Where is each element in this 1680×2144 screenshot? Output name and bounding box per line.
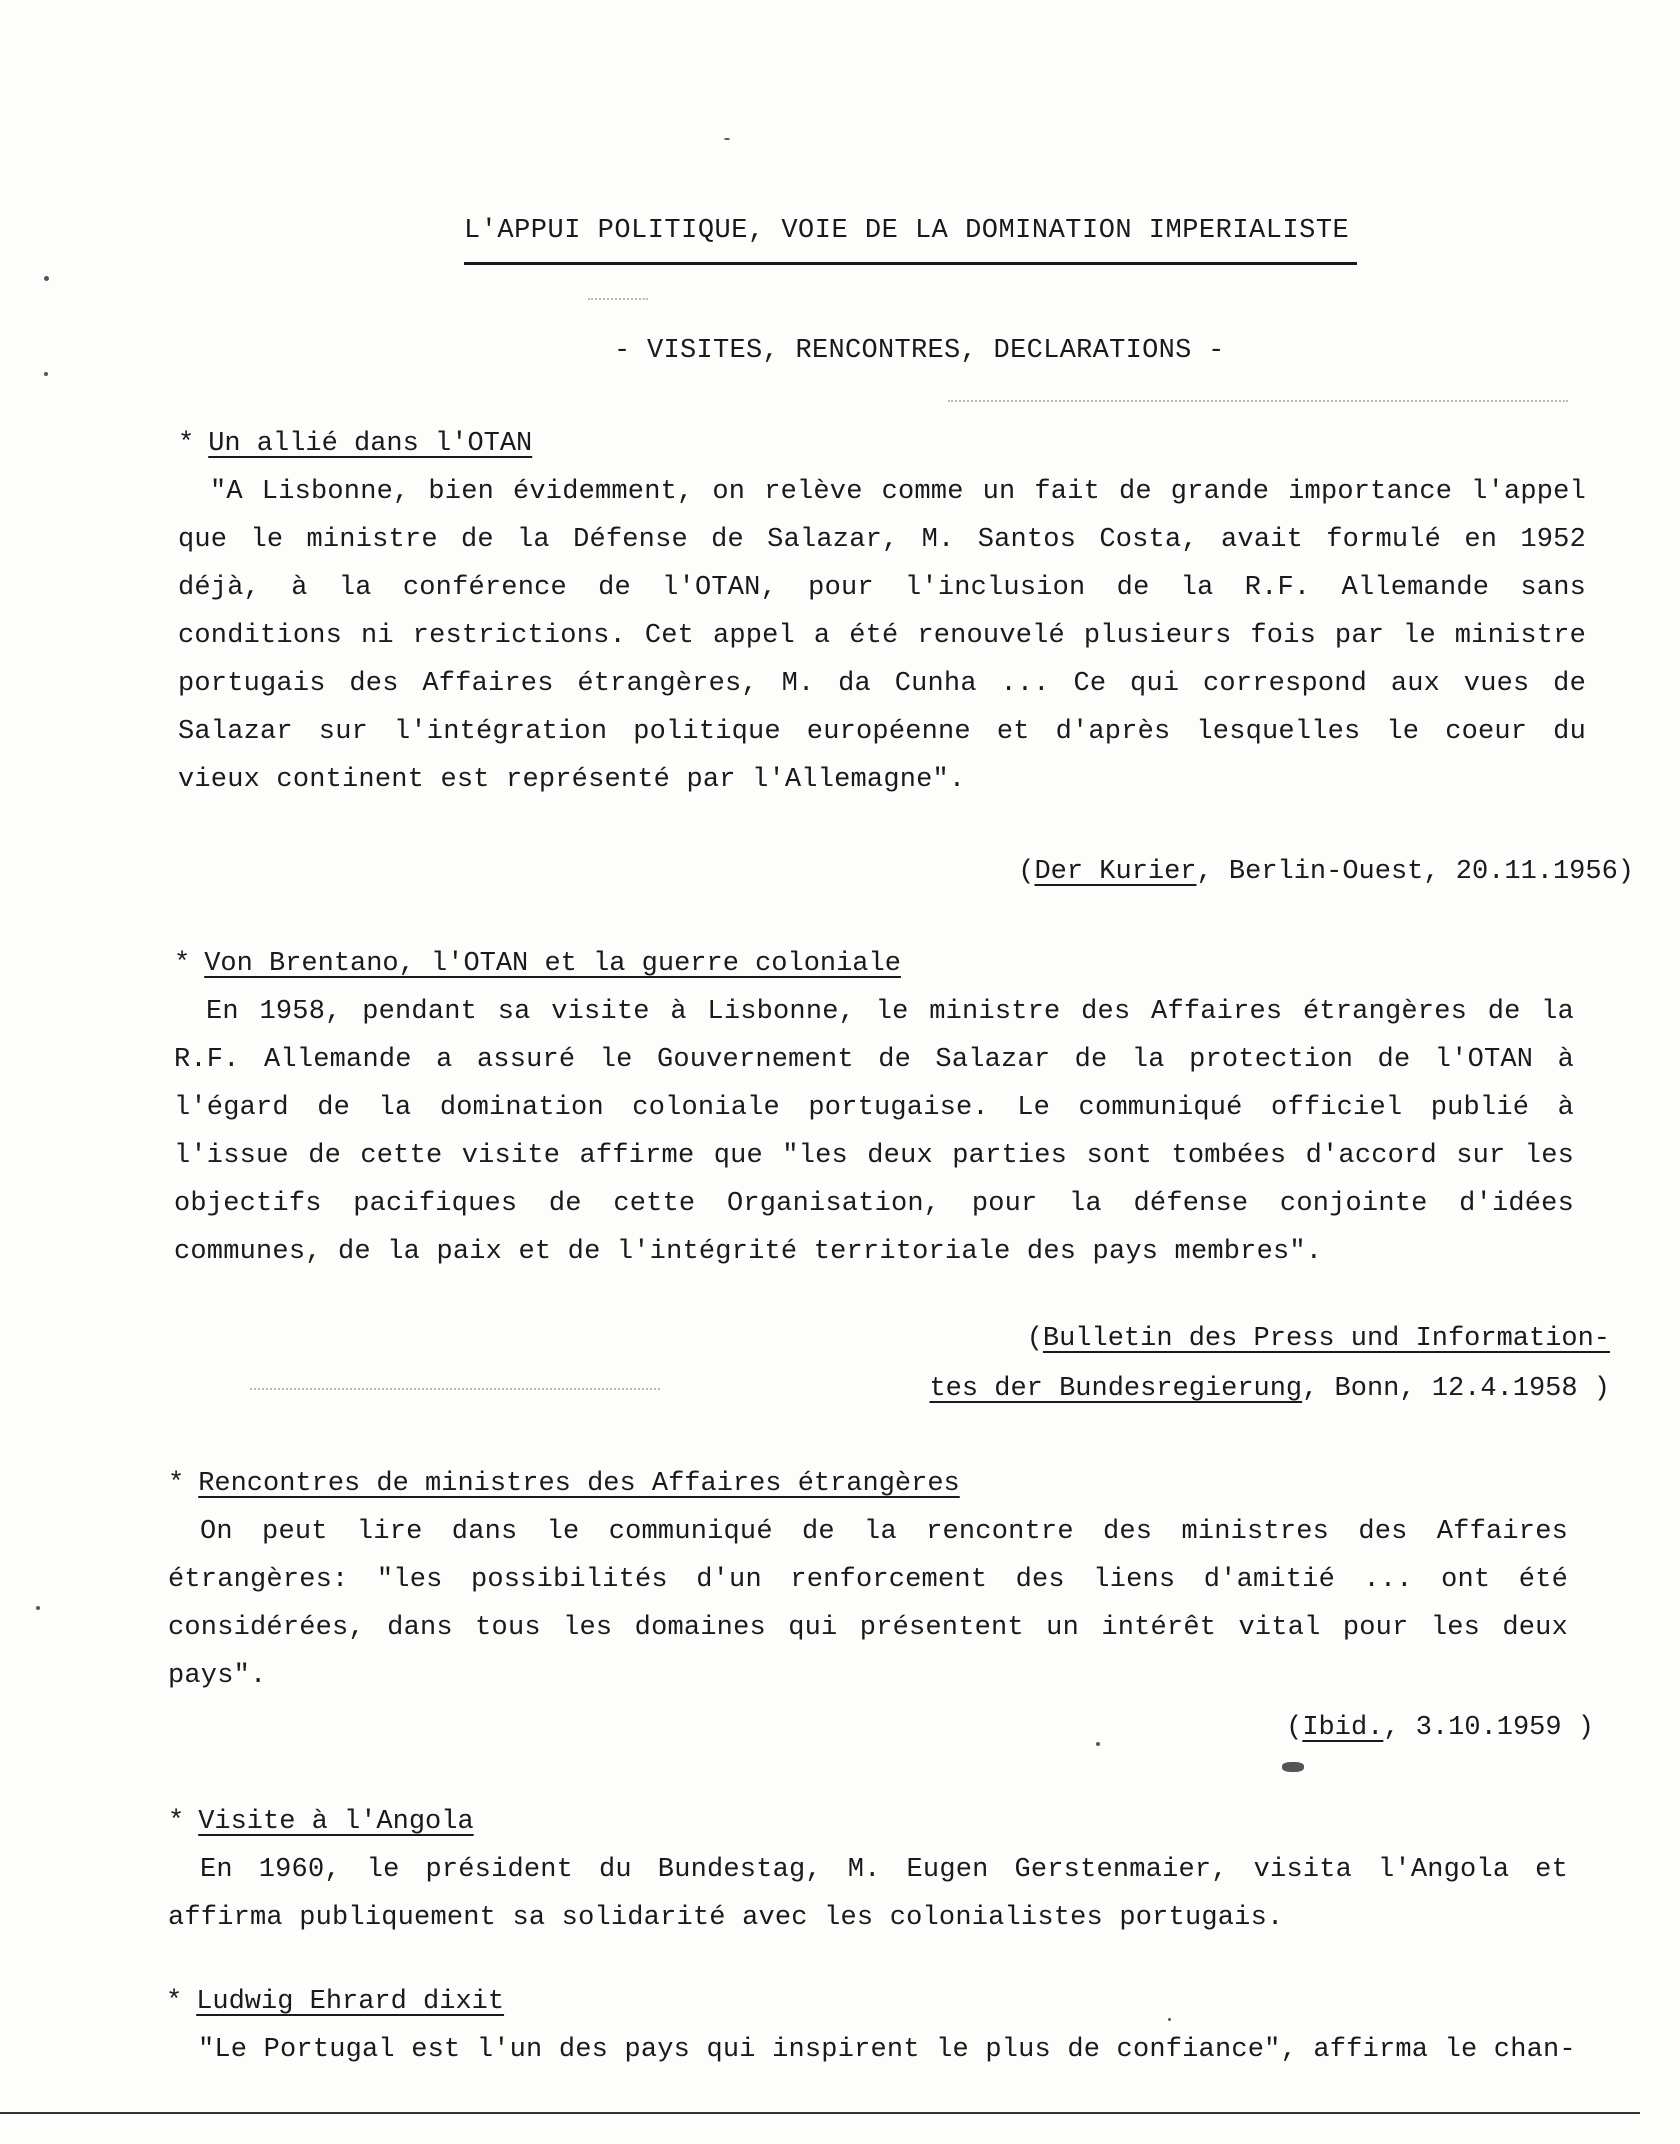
scan-speck: [44, 372, 48, 376]
section-ludwig-ehrard: [166, 1978, 1586, 2074]
section-angola-visit: [168, 1798, 1568, 1942]
page-subtitle: - VISITES, RENCONTRES, DECLARATIONS -: [614, 336, 1225, 366]
citation-source-part2: tes der Bundesregierung: [929, 1374, 1303, 1404]
section-heading-text: Un allié dans l'OTAN: [208, 429, 533, 459]
section-heading-text: Rencontres de ministres des Affaires étrangères: [198, 1469, 960, 1499]
section-heading: [166, 1978, 1586, 2026]
citation-source: Der Kurier: [1034, 857, 1197, 887]
section-heading: [168, 1798, 1568, 1846]
section-heading-text: Visite à l'Angola: [198, 1807, 474, 1837]
page-title: L'APPUI POLITIQUE, VOIE DE LA DOMINATION IMPERIALISTE: [464, 216, 1350, 246]
citation-rest: , Bonn, 12.4.1958 ): [1302, 1374, 1610, 1404]
scan-speck: [1096, 1742, 1100, 1746]
citation-open: (: [1286, 1713, 1303, 1743]
citation-rest: , 3.10.1959 ): [1383, 1713, 1594, 1743]
scan-speck: [1282, 1762, 1304, 1772]
section-body: "Le Portugal est l'un des pays qui inspirent le plus de confiance", affirma le chan-: [198, 2035, 1576, 2065]
citation-rest: , Berlin-Ouest, 20.11.1956): [1196, 857, 1634, 887]
section-ministers-meeting: [168, 1460, 1568, 1700]
scan-dots: [948, 400, 1568, 402]
section-heading-text: Ludwig Ehrard dixit: [196, 1987, 505, 2017]
scan-dots: [250, 1388, 660, 1390]
citation-line-2: [929, 1364, 1610, 1414]
bullet-star: *: [168, 1807, 185, 1837]
citation: [1018, 848, 1634, 896]
citation-source: Ibid.: [1302, 1713, 1384, 1743]
citation: [929, 1314, 1610, 1414]
scan-speck: [724, 138, 730, 140]
citation-open: (: [1026, 1324, 1043, 1354]
citation-source-part1: Bulletin des Press und Information-: [1042, 1324, 1610, 1354]
section-body: En 1960, le président du Bundestag, M. Eugen Gerstenmaier, visita l'Angola et affirma publiquement sa solidarité avec les colonialistes portugais.: [168, 1855, 1568, 1933]
bullet-star: *: [178, 429, 195, 459]
scan-speck: [44, 276, 49, 281]
section-heading: [174, 940, 1574, 988]
section-body: On peut lire dans le communiqué de la rencontre des ministres des Affaires étrangères: "les possibilités d'un renforcement des liens d'amitié ... ont été considérées, dans tous les domaines qui présentent un intérêt vital pour les deux pays".: [168, 1517, 1568, 1691]
bullet-star: *: [174, 949, 191, 979]
title-underline: [464, 262, 1357, 265]
citation-open: (: [1018, 857, 1035, 887]
bullet-star: *: [168, 1469, 185, 1499]
section-heading: [178, 420, 1586, 468]
section-von-brentano: [174, 940, 1574, 1276]
section-body: "A Lisbonne, bien évidemment, on relève comme un fait de grande importance l'appel que le ministre de la Défense de Salazar, M. Santos Costa, avait formulé en 1952 déjà, à la conférence de l'OTAN, pour l'inclusion de la R.F. Allemande sans conditions ni restrictions. Cet appel a été renouvelé plusieurs fois par le ministre portugais des Affaires étrangères, M. da Cunha ... Ce qui correspond aux vues de Salazar sur l'intégration politique européenne et d'après lesquelles le coeur du vieux continent est représenté par l'Allemagne".: [178, 477, 1586, 795]
section-otan-ally: [178, 420, 1586, 804]
page-bottom-rule: [0, 2112, 1640, 2114]
citation-line-1: [929, 1314, 1610, 1364]
scan-dots: [588, 298, 648, 300]
citation: [1286, 1704, 1594, 1752]
scan-speck: [36, 1606, 40, 1610]
section-heading-text: Von Brentano, l'OTAN et la guerre coloniale: [204, 949, 901, 979]
section-heading: [168, 1460, 1568, 1508]
bullet-star: *: [166, 1987, 183, 2017]
section-body: En 1958, pendant sa visite à Lisbonne, le ministre des Affaires étrangères de la R.F. Allemande a assuré le Gouvernement de Salazar de la protection de l'OTAN à l'égard de la domination coloniale portugaise. Le communiqué officiel publié à l'issue de cette visite affirme que "les deux parties sont tombées d'accord sur les objectifs pacifiques de cette Organisation, pour la défense conjointe d'idées communes, de la paix et de l'intégrité territoriale des pays membres".: [174, 997, 1574, 1267]
